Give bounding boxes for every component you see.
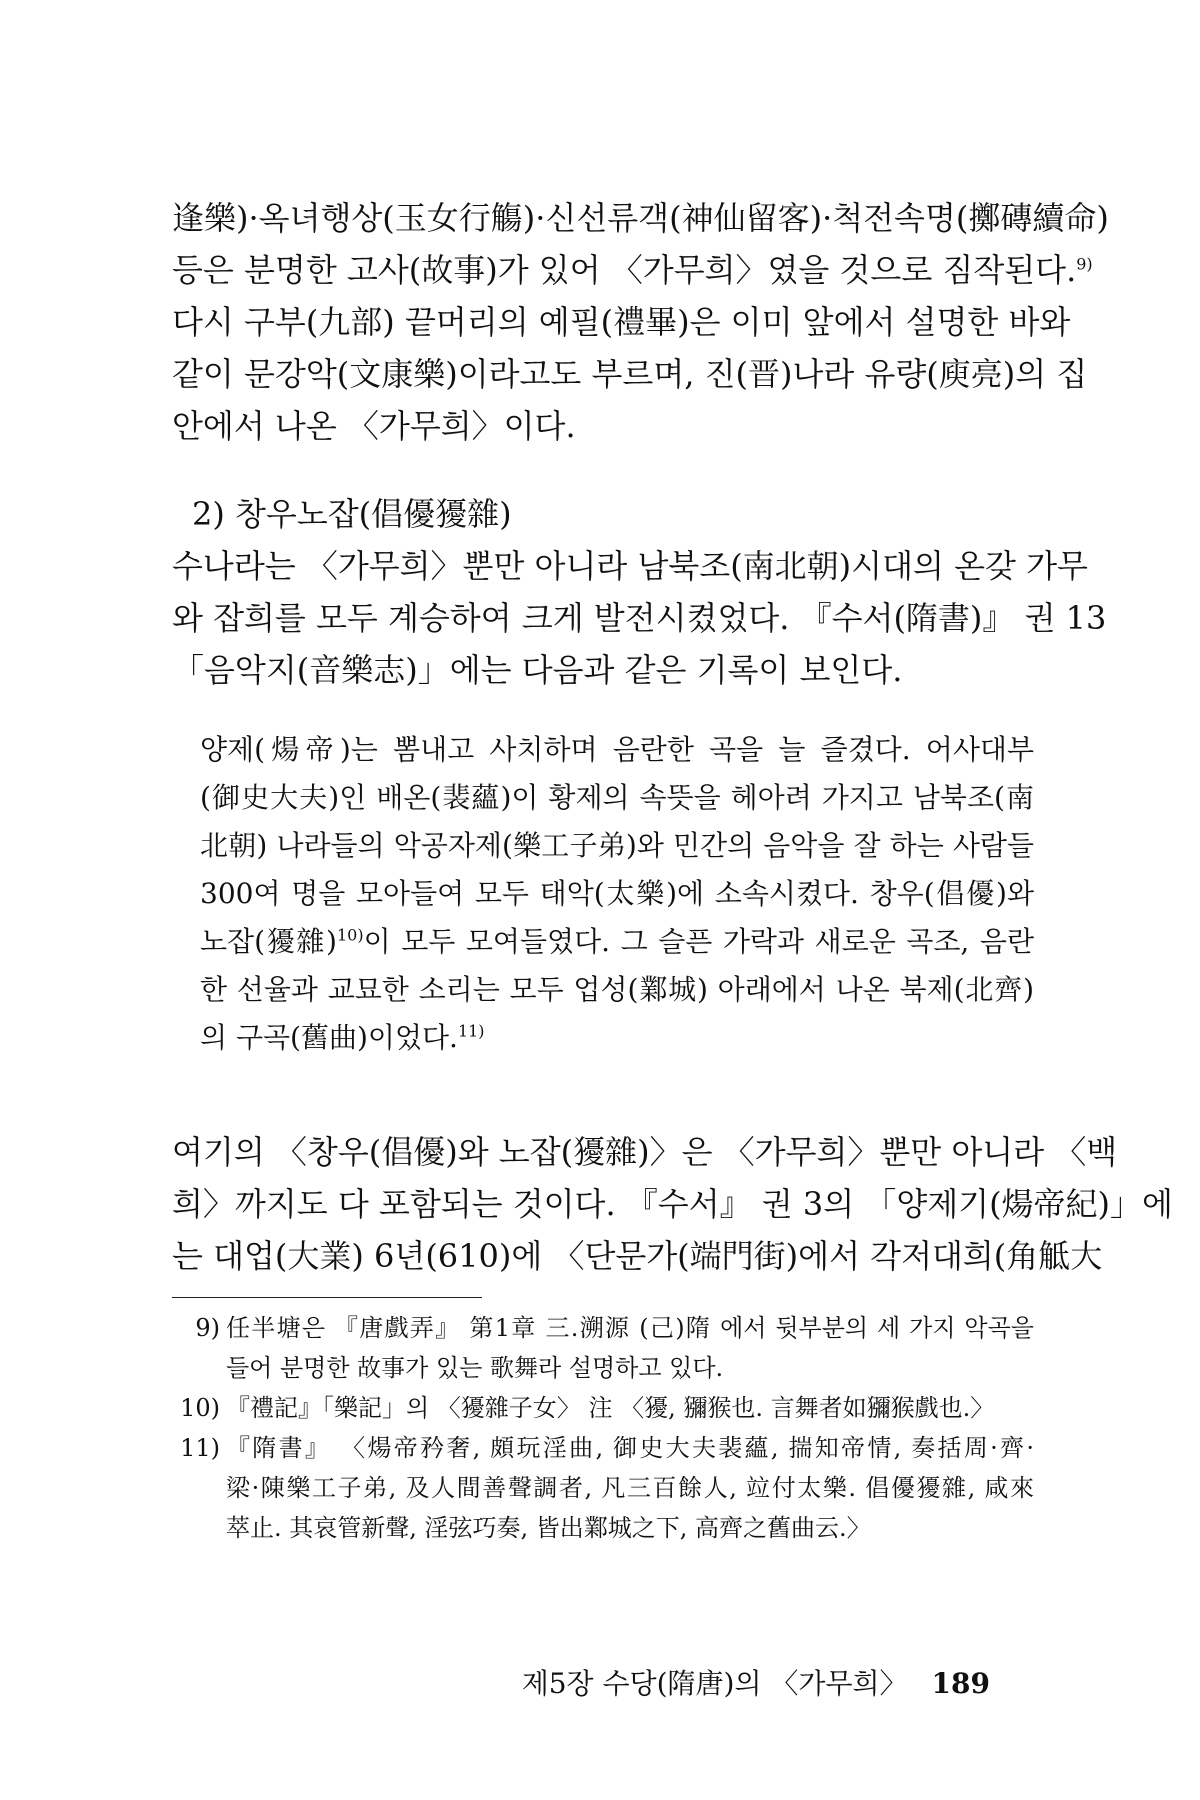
footnote-ref-9: 9) (1076, 254, 1093, 274)
block-quote (200, 726, 1034, 1062)
footnote-line: 『禮記』「樂記」의 〈獶雜子女〉 注 〈獶, 獼猴也. 言舞者如獼猴戲也.〉 (226, 1394, 995, 1422)
chapter-title: 제5장 수당(隋唐)의 〈가무희〉 (521, 1667, 908, 1700)
text-span: 의 구곡(舊曲)이었다. (200, 1021, 458, 1054)
text-line: 다시 구부(九部) 끝머리의 예필(禮畢)은 이미 앞에서 설명한 바와 (172, 303, 1071, 341)
section-heading: 2) 창우노잡(倡優獶雜) (192, 495, 512, 533)
footnote-line: 任半塘은 『唐戲弄』 第1章 三.溯源 (己)隋 에서 뒷부분의 세 가지 악곡을 (226, 1314, 1034, 1342)
page-number: 189 (931, 1667, 990, 1700)
footnote-11 (172, 1428, 1034, 1548)
text-line: 같이 문강악(文康樂)이라고도 부르며, 진(晋)나라 유량(庾亮)의 집 (172, 355, 1088, 393)
running-footer (522, 1664, 990, 1704)
quote-line (200, 918, 1034, 966)
footnote-ref-10: 10) (336, 925, 364, 945)
footnote-line: 萃止. 其哀管新聲, 淫弦巧奏, 皆出鄴城之下, 高齊之舊曲云.〉 (226, 1514, 871, 1542)
footnote-line: 들어 분명한 故事가 있는 歌舞라 설명하고 있다. (226, 1354, 724, 1382)
body-paragraph-1 (172, 192, 1109, 452)
text-line (172, 244, 1093, 296)
footnote-divider (172, 1297, 482, 1298)
quote-line: 300여 명을 모아들여 모두 태악(太樂)에 소속시켰다. 창우(倡優)와 (200, 877, 1034, 910)
text-span: 등은 분명한 고사(故事)가 있어 〈가무희〉였을 것으로 짐작된다. (172, 251, 1077, 289)
text-line: 여기의 〈창우(倡優)와 노잡(獶雜)〉은 〈가무희〉뿐만 아니라 〈백 (172, 1133, 1118, 1171)
footnote-9 (172, 1308, 1034, 1388)
text-line: 는 대업(大業) 6년(610)에 〈단문가(端門街)에서 각저대희(角觝大 (172, 1237, 1103, 1275)
footnote-line: 『隋書』 〈煬帝矜奢, 頗玩淫曲, 御史大夫裴蘊, 揣知帝情, 奏括周·齊· (226, 1434, 1034, 1462)
footnote-line: 梁·陳樂工子弟, 及人間善聲調者, 凡三百餘人, 竝付太樂. 倡優獶雜, 咸來 (226, 1474, 1034, 1502)
text-span: 이 모두 모여들였다. 그 슬픈 가락과 새로운 곡조, 음란 (363, 925, 1034, 958)
footnotes (172, 1308, 1034, 1548)
text-line: 희〉까지도 다 포함되는 것이다. 『수서』 권 3의 「양제기(煬帝紀)」에 (172, 1185, 1173, 1223)
quote-line (200, 1014, 1034, 1062)
body-paragraph-2 (172, 540, 1107, 696)
footnote-10 (172, 1388, 1034, 1428)
footnote-number: 9) (195, 1314, 220, 1342)
footnote-number: 10) (180, 1394, 220, 1422)
text-line: 「음악지(音樂志)」에는 다음과 같은 기록이 보인다. (172, 651, 903, 689)
text-line: 안에서 나온 〈가무희〉이다. (172, 407, 576, 445)
quote-line: 양제(煬帝)는 뽐내고 사치하며 음란한 곡을 늘 즐겼다. 어사대부 (200, 733, 1034, 766)
footnote-number: 11) (180, 1434, 220, 1462)
text-line: 와 잡희를 모두 계승하여 크게 발전시켰었다. 『수서(隋書)』 권 13 (172, 599, 1107, 637)
text-span: 노잡(獶雜) (200, 925, 337, 958)
quote-line: (御史大夫)인 배온(裴蘊)이 황제의 속뜻을 헤아려 가지고 남북조(南 (200, 781, 1034, 814)
body-paragraph-3 (172, 1126, 1173, 1282)
quote-line: 北朝) 나라들의 악공자제(樂工子弟)와 민간의 음악을 잘 하는 사람들 (200, 829, 1034, 862)
footnote-ref-11: 11) (457, 1021, 485, 1041)
text-line: 逢樂)·옥녀행상(玉女行觴)·신선류객(神仙留客)·척전속명(擲磚續命) (172, 199, 1109, 237)
text-line: 수나라는 〈가무희〉뿐만 아니라 남북조(南北朝)시대의 온갖 가무 (172, 547, 1088, 585)
quote-line: 한 선율과 교묘한 소리는 모두 업성(鄴城) 아래에서 나온 북제(北齊) (200, 973, 1034, 1006)
